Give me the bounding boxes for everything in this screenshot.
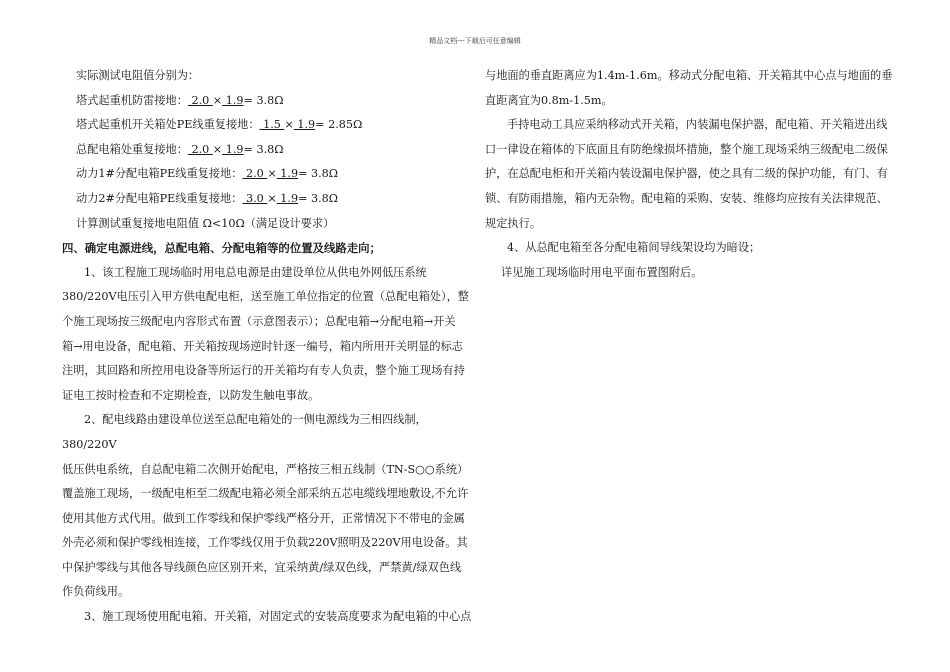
- paragraph-line: 详见施工现场临时用电平面布置图附后。: [501, 265, 703, 279]
- paragraph-line: 规定执行。: [485, 216, 541, 230]
- test-row: 总配电箱处重复接地： 2.0 × 1.9= 3.8Ω: [76, 142, 284, 156]
- paragraph-line: 380/220V电压引入甲方供电配电柜，送至施工单位指定的位置（总配电箱处），整: [62, 290, 469, 304]
- paragraph-line: 箱→用电设备，配电箱、开关箱按现场逆时针逐一编号，箱内所用开关明显的标志: [62, 339, 463, 353]
- right-column: [485, 64, 895, 285]
- paragraph-line: 低压供电系统，自总配电箱二次侧开始配电，严格按三相五线制（TN-S○○系统）: [62, 462, 469, 476]
- paragraph-line: 2、配电线路由建设单位送至总配电箱处的一侧电源线为三相四线制，380/220V: [62, 413, 427, 451]
- paragraph-line: 注明，其回路和所控用电设备等所运行的开关箱均有专人负责，整个施工现场有持: [62, 364, 465, 378]
- calc-text: 计算测试重复接地电阻值 Ω<10Ω（满足设计要求）: [76, 216, 335, 230]
- paragraph-line: 与地面的垂直距离应为1.4m-1.6m。移动式分配电箱、开关箱其中心点与地面的垂: [485, 69, 893, 82]
- test-row: 塔式起重机开关箱处PE线重复接地： 1.5 × 1.9= 2.85Ω: [76, 118, 363, 132]
- page-header: 精品文档---下载后可任意编辑: [429, 37, 521, 45]
- section-heading: 四、确定电源进线，总配电箱、分配电箱等的位置及线路走向；: [62, 241, 381, 256]
- paragraph-line: 4、从总配电箱至各分配电箱间导线架设均为暗设；: [507, 241, 761, 255]
- paragraph-line: 覆盖施工现场，一级配电柜至二级配电箱必须全部采纳五芯电缆线埋地敷设,不允许: [62, 487, 469, 501]
- paragraph-line: 个施工现场按三级配电内容形式布置（示意图表示）；总配电箱→分配电箱→开关: [62, 314, 456, 328]
- paragraph-line: 证电工按时检查和不定期检查，以防发生触电事故。: [62, 388, 320, 402]
- intro-text: 实际测试电阻值分别为：: [76, 69, 200, 82]
- paragraph-line: 使用其他方式代用。做到工作零线和保护零线严格分开，正常情况下不带电的金属: [62, 511, 465, 525]
- paragraph-line: 1、该工程施工现场临时用电总电源是由建设单位从供电外网低压系统: [84, 265, 427, 279]
- test-row: 塔式起重机防雷接地： 2.0 × 1.9= 3.8Ω: [76, 93, 284, 107]
- left-column: [62, 64, 474, 630]
- paragraph-line: 作负荷线用。: [62, 585, 130, 599]
- paragraph-line: 直距离宜为0.8m-1.5m。: [485, 93, 613, 107]
- paragraph-line: 手持电动工具应采纳移动式开关箱，内装漏电保护器，配电箱、开关箱进出线: [507, 118, 888, 132]
- paragraph-line: 外壳必须和保护零线相连接，工作零线仅用于负载220V照明及220V用电设备。其: [62, 536, 468, 550]
- paragraph-line: 口一律设在箱体的下底面且有防绝缘损坏措施，整个施工现场采纳三级配电二级保: [485, 142, 888, 156]
- paragraph-line: 中保护零线与其他各导线颜色应区别开来，宜采纳黄/绿双色线，严禁黄/绿双色线: [62, 560, 462, 574]
- paragraph-line: 锁、有防雨措施，箱内无杂物。配电箱的采购、安装、维修均应按有关法律规范、: [485, 191, 888, 205]
- test-row: 动力2#分配电箱PE线重复接地： 3.0 × 1.9= 3.8Ω: [76, 191, 339, 205]
- paragraph-line: 护，在总配电柜和开关箱内装设漏电保护器，使之具有二级的保护功能，有门、有: [485, 167, 888, 181]
- paragraph-line: 3、施工现场使用配电箱、开关箱，对固定式的安装高度要求为配电箱的中心点: [84, 610, 472, 624]
- test-row: 动力1#分配电箱PE线重复接地： 2.0 × 1.9= 3.8Ω: [76, 167, 339, 181]
